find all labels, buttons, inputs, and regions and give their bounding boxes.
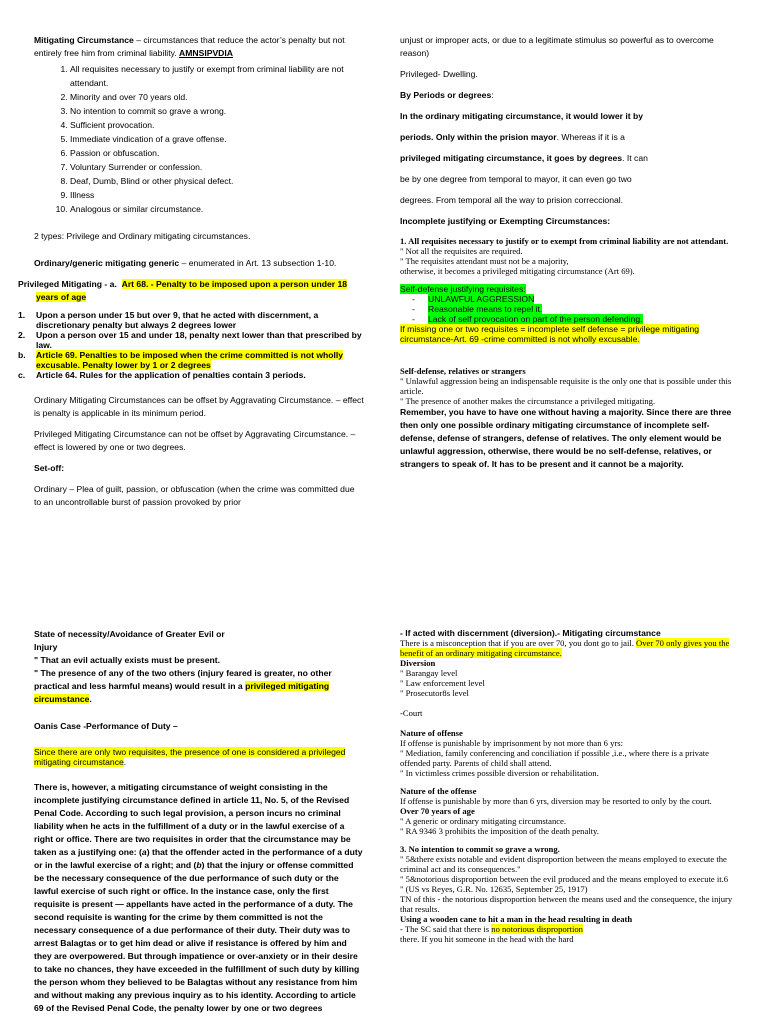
diversion-heading: Diversion [400,658,436,668]
requisites-line-3: otherwise, it becomes a privileged mitigating circumstance (Art 69). [400,266,635,276]
self-defense-missing: If missing one or two requisites = incomplete self defense = privilege mitigating circumstance-Art. 69 -crime committed is not wholly excusable. [400,324,700,344]
offset-ordinary: Ordinary Mitigating Circumstances can be offset by Aggravating Circumstance. – effect is penalty is applicable in its minimum period. [34,395,364,418]
diversion-item: " Barangay level [400,668,458,678]
self-defense-item: - Lack of self provocation on part of the person defending. [412,314,643,324]
column-2 [400,34,735,471]
mitigating-list-item: 1. All requisites necessary to justify or exempt from criminal liability are not attendant. [70,62,364,90]
periods-line: periods. Only within the prision mayor. Whereas if it is a [400,132,625,142]
by-periods: By Periods or degrees: [400,90,494,100]
self-defense-items [400,294,735,324]
nature-heading-2: Nature of the offense [400,786,477,796]
types-line: 2 types: Privilege and Ordinary mitigating circumstances. [34,231,251,241]
ordinary-term: Ordinary/generic mitigating generic [34,258,180,268]
continuation-text: unjust or improper acts, or due to a legitimate stimulus so powerful as to overcome reason) [400,35,714,58]
nature1-c: " In victimless crimes possible diversion or rehabilitation. [400,768,599,778]
mitigating-list-item: 6. Passion or obfuscation. [70,146,364,160]
no-intention-d: TN of this - the notorious disproportion between the means used and the consequence, the injury that results. [400,894,733,914]
degree-line: be by one degree from temporal to mayor, it can even go two [400,174,632,184]
requisites-block [400,236,735,276]
privileged-lead: Privileged Mitigating - a. [18,279,117,289]
intro-paragraph [18,34,364,60]
ordinary-paragraph [18,257,364,270]
setoff-label: Set-off: [34,463,65,473]
mitigating-list-item: 2. Minority and over 70 years old. [70,90,364,104]
requisites-line-2: " The requisites attendant must not be a majority, [400,256,569,266]
wooden-cane-heading: Using a wooden cane to hit a man in the head resulting in death [400,914,633,924]
column-1 [18,34,364,509]
mitigating-list-item: 4. Sufficient provocation. [70,118,364,132]
article-68: Art 68. - Penalty to be imposed upon a person under 18 years of age [36,279,348,302]
offset-privileged: Privileged Mitigating Circumstance can not be offset by Aggravating Circumstance. – effect is lowered by one or two degrees. [34,429,356,452]
sub-item-1: 1. Upon a person under 15 but over 9, that he acted with discernment, a discretionary penalty but always 2 degrees lower [18,310,319,330]
requisites-line-1: " Not all the requisites are required. [400,246,523,256]
mitigating-list [18,62,364,216]
relatives-line-2: " The presence of another makes the circumstance a privileged mitigating. [400,396,656,406]
discernment-heading: - If acted with discernment (diversion).- Mitigating circumstance [400,628,661,638]
nature1-b: " Mediation, family conferencing and conciliation if possible ,i.e., where there is a private offended party. Parents of child shall attend. [400,748,709,768]
no-intention-b: " 5&notorious disproportion between the evil produced and the means employed to execute it.6 [400,874,729,884]
no-intention-c: " (US vs Reyes, G.R. No. 12635, September 25, 1917) [400,884,588,894]
over70-heading: Over 70 years of age [400,806,475,816]
mitigating-list-item: 8. Deaf, Dumb, Blind or other physical defect. [70,174,364,188]
relatives-heading: Self-defense, relatives or strangers [400,366,526,376]
nature2-a: If offense is punishable by more than 6 yrs, diversion may be resorted to only by the court. [400,796,712,806]
wooden-cane-b: there. If you hit someone in the head with the hard [400,934,574,944]
intro-term: Mitigating Circumstance [34,35,134,45]
misconception: There is a misconception that if you are over 70, you dont go to jail. Over 70 only gives you the benefit of an ordinary mitigating circumstance. [400,638,730,658]
no-intention-a: " 5&there exists notable and evident disproportion between the means employed to execute the criminal act and its consequences." [400,854,727,874]
incomplete-heading: Incomplete justifying or Exempting Circumstances: [400,216,611,226]
court-label: -Court [400,708,423,718]
relatives-block [400,366,735,406]
column-3 [34,628,364,1015]
state-heading: State of necessity/Avoidance of Greater Evil or Injury [34,629,225,652]
mitigating-list-item: 3. No intention to commit so grave a wrong. [70,104,364,118]
ordinary-lower: In the ordinary mitigating circumstance, it would lower it by [400,111,644,121]
state-line-2: " The presence of any of the two others (injury feared is greater, no other practical and less harmful means) would result in a privileged mitigating circumstance. [34,668,332,704]
oanis-body: There is, however, a mitigating circumstance of weight consisting in the incomplete justifying circumstance defined in article 11, No. 5, of the Revised Penal Code. According to such legal provision, a person incurs no criminal liability when he acts in the fulfillment of a duty or in the lawful exercise of a right or office. There are two requisites in order that the circumstance may be taken as a justifying one: (a) that the offender acted in the performance of a duty or in the lawful exercise of a right; and (b) that the injury or offense committed be the necessary consequence of the due performance of such duty or the lawful exercise of such right or office. In the instance case, only the first requisite is present — appellants have acted in the performance of a duty. The second requisite is wanting for the crime by them committed is not the necessary consequence of a due performance of their duty. Their duty was to arrest Balagtas or to get him dead or alive if resistance is offered by him and they are overpowered. But through impatience or over-anxiety or in their desire to take no chances, they have exceeded in the fulfillment of such duty by killing the person whom they believed to be Balagtas without any resistance from him and without making any previous inquiry as to his identity. According to article 69 of the Revised Penal Code, the penalty lower by one or two degrees [34,782,363,1013]
intro-acronym: AMNSIPVDIA [179,48,233,58]
self-defense-block [400,284,735,344]
sub-item-b: b. Article 69. Penalties to be imposed when the crime committed is not wholly excusable. Penalty lower by 1 or 2 degrees [18,350,344,370]
mitigating-list-item: 10. Analogous or similar circumstance. [70,202,364,216]
privileged-paragraph [18,278,364,304]
intro-definition: – circumstances that reduce the actor’s penalty but not entirely free him from criminal liability. [34,35,345,58]
state-line-1: " That an evil actually exists must be present. [34,655,221,665]
sub-item-2: 2. Upon a person over 15 and under 18, penalty next lower than that prescribed by law. [18,330,362,350]
over70-a: " A generic or ordinary mitigating circumstance. [400,816,567,826]
ordinary-plea: Ordinary – Plea of guilt, passion, or obfuscation (when the crime was committed due to an uncontrollable burst of passion provoked by prior [34,484,355,507]
self-defense-heading: Self-defense justifying requisites: [400,284,526,294]
nature1-a: If offense is punishable by imprisonment by not more than 6 yrs: [400,738,624,748]
relatives-line-1: " Unlawful aggression being an indispensable requisite is the only one that is possible under this article. [400,376,732,396]
oanis-heading: Oanis Case -Performance of Duty – [34,721,178,731]
requisites-heading: 1. All requisites necessary to justify or to exempt from criminal liability are not attendant. [400,236,729,246]
diversion-item: " Prosecutor8s level [400,688,469,698]
diversion-items [400,668,735,698]
diversion-item: " Law enforcement level [400,678,485,688]
over70-b: " RA 9346 3 prohibits the imposition of the death penalty. [400,826,599,836]
mitigating-list-item: 9. Illness [70,188,364,202]
no-intention-heading: 3. No intention to commit so grave a wrong. [400,844,560,854]
privileged-dwelling: Privileged- Dwelling. [400,69,478,79]
mitigating-list-item: 7. Voluntary Surrender or confession. [70,160,364,174]
degree-line-2: degrees. From temporal all the way to prision correccional. [400,195,624,205]
self-defense-item: - UNLAWFUL AGGRESSION [412,294,535,304]
mitigating-list-item: 5. Immediate vindication of a grave offense. [70,132,364,146]
nature-heading-1: Nature of offense [400,728,463,738]
privileged-line: privileged mitigating circumstance, it goes by degrees. It can [400,153,648,163]
relatives-bold-paragraph: Remember, you have to have one without having a majority. Since there are three then only one possible ordinary mitigating circumstance of incomplete self-defense, defense of strangers, defense of relatives. The only element would be unlawful aggression, otherwise, there would be no self-defense, relatives, or strangers to speak of. It has to be present and it cannot be a majority. [400,407,732,469]
wooden-cane-a: - The SC said that there is no notorious disproportion [400,924,583,934]
ordinary-definition: – enumerated in Art. 13 subsection 1-10. [179,258,337,268]
since-paragraph: Since there are only two requisites, the presence of one is considered a privileged mitigating circumstance. [34,747,346,767]
column-4 [400,628,735,944]
sub-item-c: c. Article 64. Rules for the application of penalties contain 3 periods. [18,370,306,380]
self-defense-item: - Reasonable means to repel it. [412,304,543,314]
